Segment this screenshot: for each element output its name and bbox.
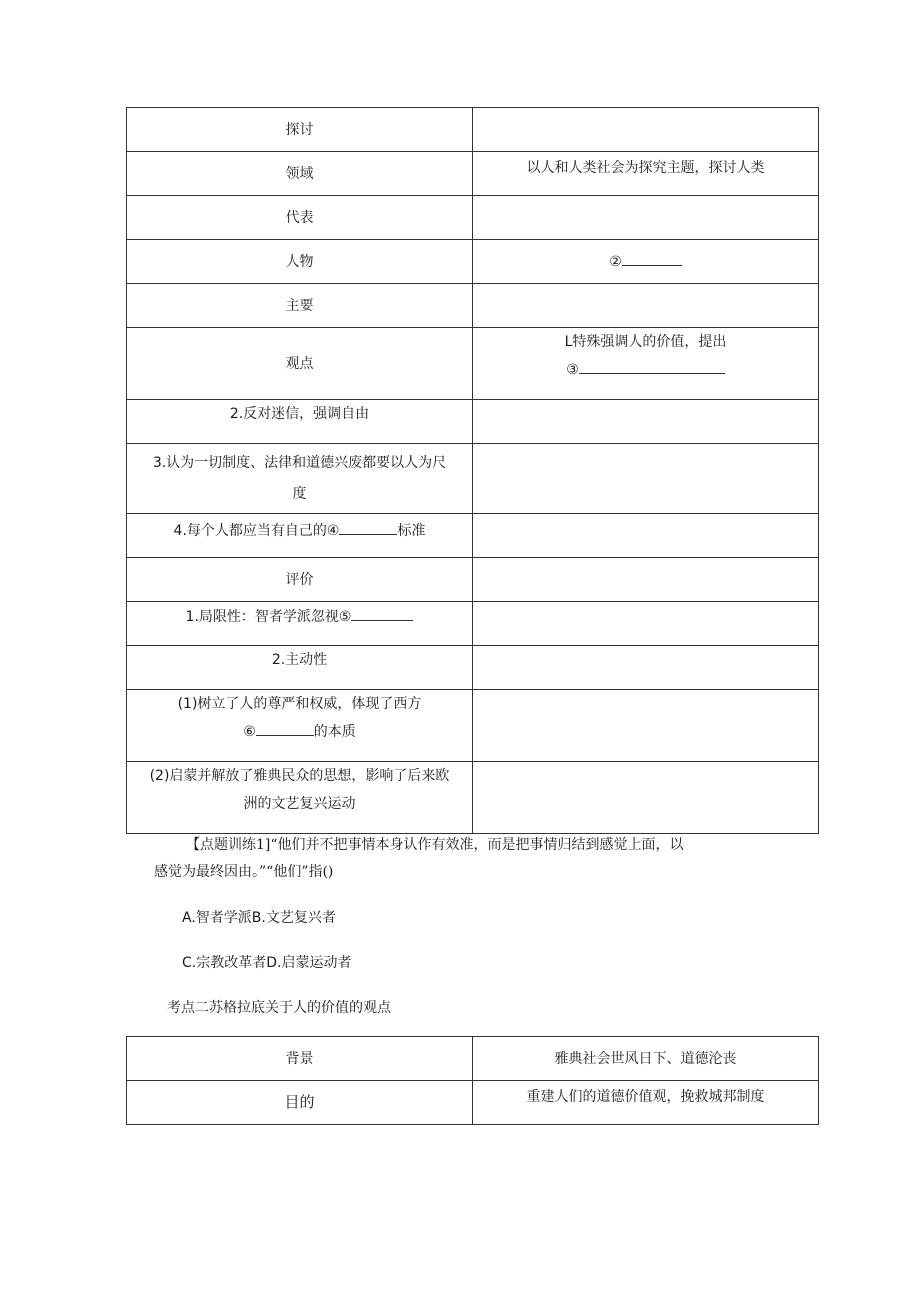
cell-text: (2)启蒙并解放了雅典民众的思想，影响了后来欧 (149, 768, 450, 784)
cell (473, 646, 819, 690)
option-text: C.宗教改革者D.启蒙运动者 (182, 955, 352, 971)
cell (473, 690, 819, 762)
cell (473, 762, 819, 834)
cell (473, 1037, 819, 1081)
cell-text: 度 (292, 485, 307, 502)
cell-text: 2.反对迷信，强调自由 (229, 406, 370, 422)
cell (127, 196, 473, 240)
cell-text: ② (609, 253, 622, 270)
answer-blank (256, 721, 314, 736)
cell (473, 444, 819, 514)
section-title (167, 995, 391, 1022)
second-table (126, 1036, 819, 1125)
cell (473, 1081, 819, 1125)
section-title-text: 考点二苏格拉底关于人的价值的观点 (167, 1000, 391, 1016)
cell (127, 1081, 473, 1125)
cell (127, 558, 473, 602)
cell-text: ⑥ (243, 724, 256, 740)
cell-text: 探讨 (285, 121, 314, 138)
cell (473, 152, 819, 196)
cell (473, 284, 819, 328)
cell-text: 1.局限性：智者学派忽视⑤ (185, 609, 352, 625)
cell (473, 558, 819, 602)
cell (473, 514, 819, 558)
cell-text: 2.主动性 (271, 652, 328, 668)
cell-text: 的本质 (313, 724, 356, 740)
exercise-text: 感觉为最终因由。”“他们”指() (154, 864, 334, 880)
cell-text: ③ (566, 362, 579, 378)
answer-blank (622, 251, 682, 266)
answer-blank (351, 606, 413, 621)
cell-text: (1)树立了人的尊严和权威，体现了西方 (177, 696, 422, 712)
cell-text: 洲的文艺复兴运动 (243, 796, 356, 812)
cell-text: L特殊强调人的价值，提出 (564, 334, 727, 350)
option-cd[interactable] (182, 950, 351, 977)
first-table (126, 107, 819, 834)
cell (127, 328, 473, 400)
cell-text: 目的 (284, 1093, 315, 1111)
cell (127, 646, 473, 690)
cell (473, 328, 819, 400)
cell-text: 重建人们的道德价值观，挽救城邦制度 (526, 1089, 765, 1105)
cell (127, 602, 473, 646)
cell (127, 762, 473, 834)
cell-text: 人物 (285, 253, 314, 270)
cell-text: 3.认为一切制度、法律和道德兴废都要以人为尺 (152, 454, 447, 471)
cell-text: 主要 (285, 297, 314, 314)
cell-text: 雅典社会世风日下、道德沦丧 (554, 1050, 737, 1067)
answer-blank (579, 359, 725, 374)
cell (127, 284, 473, 328)
cell (127, 152, 473, 196)
cell (473, 196, 819, 240)
cell-text: 背景 (285, 1050, 314, 1067)
cell (473, 108, 819, 152)
cell (127, 514, 473, 558)
exercise-question-line2 (154, 859, 333, 886)
cell (127, 690, 473, 762)
cell (127, 108, 473, 152)
cell (473, 400, 819, 444)
cell-text: 标准 (397, 523, 426, 539)
option-ab[interactable] (182, 905, 336, 932)
cell-text: 评价 (285, 571, 314, 588)
cell (127, 400, 473, 444)
cell (473, 240, 819, 284)
cell-text: 以人和人类社会为探究主题，探讨人类 (526, 160, 765, 176)
cell-text: 观点 (285, 355, 314, 372)
exercise-question-line1 (186, 832, 684, 859)
cell (127, 240, 473, 284)
option-text: A.智者学派B.文艺复兴者 (182, 910, 336, 926)
cell (127, 1037, 473, 1081)
cell (127, 444, 473, 514)
cell (473, 602, 819, 646)
exercise-text: 【点题训练1]“他们并不把事情本身认作有效准，而是把事情归结到感觉上面，以 (186, 837, 684, 853)
answer-blank (339, 520, 397, 535)
cell-text: 领域 (285, 165, 314, 182)
cell-text: 4.每个人都应当有自己的④ (173, 523, 340, 539)
cell-text: 代表 (285, 209, 314, 226)
